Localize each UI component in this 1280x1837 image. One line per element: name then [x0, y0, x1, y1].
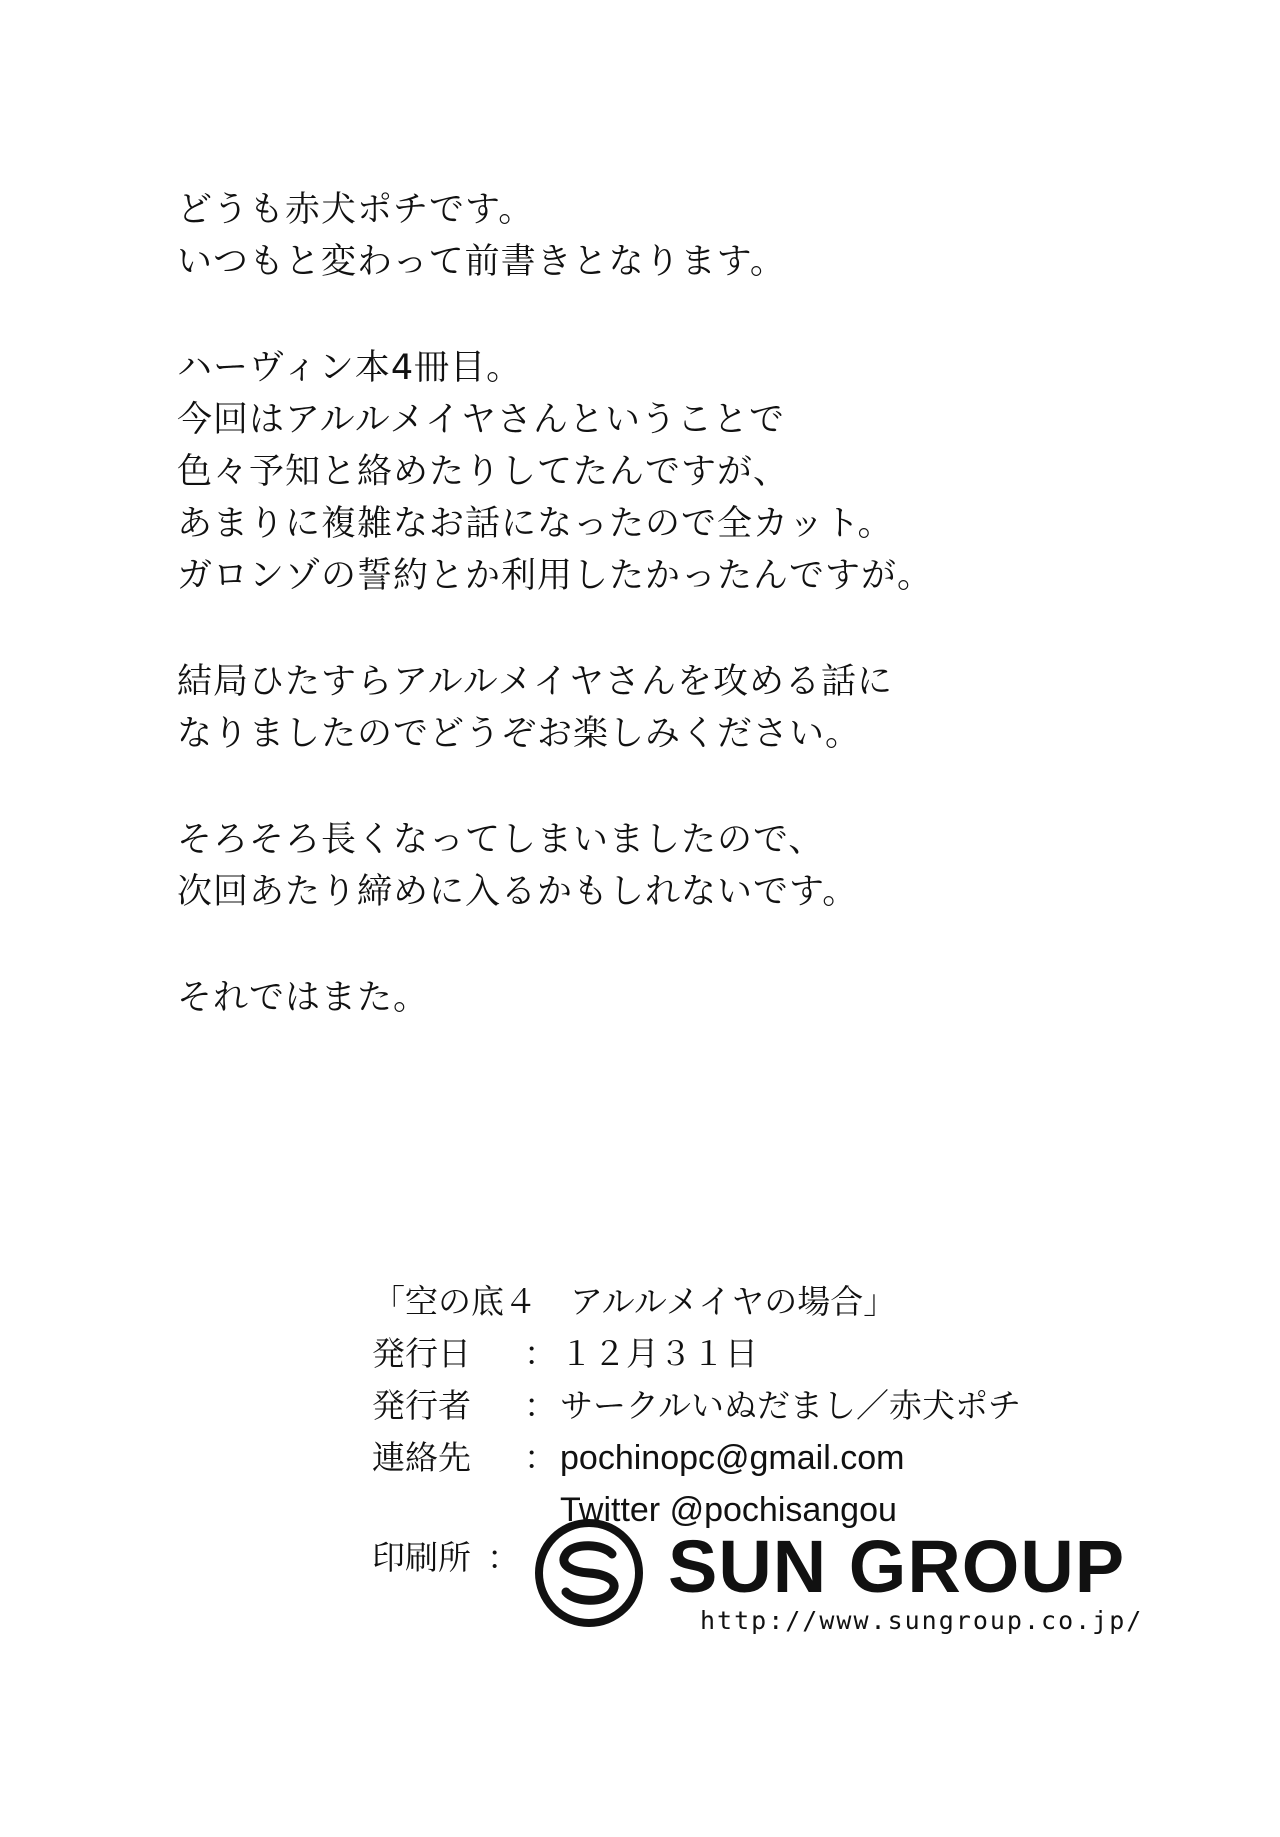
printer-name: SUN GROUP — [668, 1525, 1126, 1608]
printer-label: 印刷所 — [372, 1538, 471, 1577]
paragraph-gap — [177, 288, 1217, 342]
text-line: 次回あたり締めに入るかもしれないです。 — [177, 872, 859, 912]
label-separator: ： — [487, 1538, 520, 1577]
text-line: そろそろ長くなってしまいましたので、 — [177, 820, 825, 860]
label-separator: ： — [524, 1386, 557, 1425]
issue-date-label: 発行日 — [372, 1334, 471, 1373]
paragraph-gap — [177, 760, 1217, 814]
text-line: ガロンゾの誓約とか利用したかったんですが。 — [177, 556, 934, 596]
text-line: なりましたのでどうぞお楽しみください。 — [177, 714, 862, 754]
issue-date-row — [372, 1328, 1232, 1380]
contact-twitter: Twitter @pochisangou — [560, 1491, 897, 1529]
publisher-value: サークルいぬだまし／赤犬ポチ — [560, 1386, 1022, 1425]
printer-url: http://www.sungroup.co.jp/ — [700, 1606, 1144, 1635]
contact-email: pochinopc@gmail.com — [560, 1439, 905, 1477]
publisher-row — [372, 1380, 1232, 1432]
text-line: 今回はアルルメイヤさんということで — [177, 400, 785, 440]
text-line: それではまた。 — [177, 978, 430, 1018]
issue-date-value: １２月３１日 — [560, 1334, 758, 1373]
sun-group-logo-icon — [534, 1518, 644, 1628]
printer-row — [372, 1518, 1232, 1648]
contact-row — [372, 1432, 1232, 1484]
colophon — [372, 1276, 1232, 1536]
printer-label-row — [372, 1532, 520, 1584]
afterword-text — [177, 184, 1217, 1024]
text-line: 色々予知と絡めたりしてたんですが、 — [177, 452, 790, 492]
label-separator: ： — [524, 1438, 557, 1477]
contact-label: 連絡先 — [372, 1438, 471, 1477]
text-line: あまりに複雑なお話になったので全カット。 — [177, 504, 894, 544]
text-line: どうも赤犬ポチです。 — [177, 190, 535, 230]
paragraph-gap — [177, 602, 1217, 656]
text-line: いつもと変わって前書きとなります。 — [177, 242, 786, 282]
book-title: 「空の底４ アルルメイヤの場合」 — [372, 1282, 897, 1321]
text-line: ハーヴィン本4冊目。 — [177, 348, 523, 388]
text-line: 結局ひたすらアルルメイヤさんを攻める話に — [177, 662, 893, 702]
label-separator: ： — [524, 1334, 557, 1373]
publisher-label: 発行者 — [372, 1386, 471, 1425]
paragraph-gap — [177, 918, 1217, 972]
